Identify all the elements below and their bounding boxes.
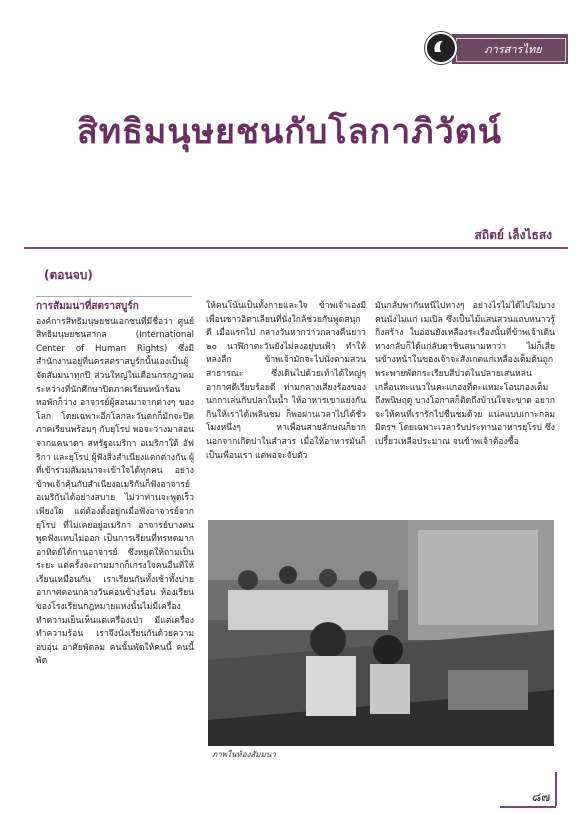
title-divider (24, 247, 568, 249)
paragraph: มันกลับพากันหนีไปทางๆ อย่างไรไม่ได้ไปไม่บางคนนั่งไม่แก่ เมเปิล ซึ่งเป็นไม้แสนสวนแถบหนาวรู้กิ่งสร้าง ใบอ่อนยังเหลืองระเรื่องนั้นที่ข้าพเจ้าเดินทางกลับก็ได้แก่ลับตาชินสนามหาว่า ไม่ก็เสียนข้างหน้าในของเจ้าจะสังเกตแก่เหลืองเต็มต้นถูกพระพายพัดกระเรียบสีปวดในปลายเสนหล่นเกลื่อนทะแนวในคะแกองที่ตะแหมะโอนกองเต็มถึงพนิษฤดู บางโอกาสก็ติดถึงบ้านใจจะขาด อยากจะให้คนที่เรารักไปชื่นชมด้วย แน่ลแบบเกาะกลมมิตรฯ โดยเฉพาะเวลารับประทานอาหารยุโรป ซึ่งเปรี้ยวเหลือประมาณ จนข้าพเจ้าต้องซื้อ (375, 301, 555, 447)
continued-label: (ตอนจบ) (44, 268, 93, 282)
column-divider (36, 296, 192, 297)
article-author: สถิตย์ เล็งไธสง (474, 228, 552, 242)
photo-caption: ภาพในห้องสัมมนา (212, 750, 276, 759)
article-title: สิทธิมนุษยชนกับโลกาภิวัตน์ (77, 112, 502, 152)
section-heading: การสัมมนาที่สตราสบูร์ก (36, 301, 139, 312)
text-column-1 (36, 300, 194, 758)
paragraph: ให้คนโน้นเป็นทั้งกายและใจ ข้าพเจ้าเองมีเพื่อนชาวอิตาเลียนที่นั่งใกล้ช่วยกันพูดสนุกดี เมื่อแรกไป กลางวันหากว่าวกลางคืนยาว ๒๐ นาฬิกาตะวันยังไม่ลงอยู่บนฟ้า ทำให้หลงลืก ข้าพเจ้ามักจะไปนั่งตามสวนสาธารณะ ซึ่งเดินไปด้วยเท้าได้ใหญ่ๆ อากาศดีเรียบร้อยดี ท่ามกลางเสียงร้องของนกกาเล่นกับปลาในน้ำ ให้อาหารเขาแย่งกันกินให้เราได้เพลินชม ก็พอผ่านเวลาไปได้ชั่วโมงหนึ่งๆ หาเพื่อนสายลักษณก็ยาก นอกจากเกิดปาในสำสาร เมื่อให้อาหารมันก็เป็นเพื่อนเรา แต่พอจะจับตัว (206, 301, 366, 461)
section-logo-icon (425, 32, 457, 64)
page-number: ๘๗ (532, 790, 551, 804)
paragraph: องค์การสิทธิมนุษยชนเอกชนที่มีชื่อว่า ศูนย์สิทธิมนุษยชนสากล (International Center of Human Rights) ซึ่งมีสำนักงานอยู่ที่นครสตราสบูร์กนั้นเองเป็นผู้จัดสัมมนาทุกปี ส่วนใหญ่ในเดือนกรกฎาคม ระหว่างที่นักศึกษาปิดภาคเรียนหน้าร้อน หอพักก็ว่าง อาจารย์ผู้สอนมาจากต่างๆ ของโลก โดยเฉพาะอีกโลกละวันตกก็มักจะปิดภาคเรียนพร้อมๆ กับยุโรป พอจะว่างมาสอน จากแคนาดา สหรัฐอเมริกา อเมริกาใต้ อัฟริกา และยุโรป ผู้ฟังสิ่งสำเนียงแตกต่างกัน ผู้ที่เข้าร่วมสัมมนาจะเข้าใจได้ทุกคน อย่างข้าพเจ้าคุ้นกับสำเนียงอเมริกันก็ฟังอาจารย์อเมริกันได้อย่างสบาย ไม่ว่าท่านจะพูดเร็วเพียงใด แต่ต้องตั้งอยู่กเมื่อฟังอาจารย์จากยุโรป ที่ไม่เคยอยู่อเมริกา อาจารย์บางคนพูดฟังแทบไม่ออก เป็นการเรียนที่ทรหดมาก อาทิตย์ได้กานอาจารย์ ซึ่งหยุดให้ถามเป็นระยะ แต่ครั้งจะถามมากก็เกรงใจคนอื่นที่ให้เรียนเหมือนกัน เราเรียนกันทั้งเช้าทั้งบ่าย อากาศตอนกลางวันค่อนข้างร้อน ห้องเรียนของโรงเรียนกฎหมายแห่งนั้นไม่มีเครื่องทำความเย็นเห็นแต่เครื่องเป่า มีแต่เครื่องทำความร้อน เราจึงนั่งเรียนกันด้วยความอบอุ่น อาศัยพัดลม คนนั้นพัดให้คนนี้ คนนี้พัด (36, 316, 194, 667)
text-column-2 (206, 300, 366, 461)
text-column-3 (375, 300, 555, 512)
header-section-label: ภารสารไทย (484, 43, 542, 56)
page-corner-rule-vertical (555, 772, 557, 806)
seminar-photo (208, 520, 554, 746)
